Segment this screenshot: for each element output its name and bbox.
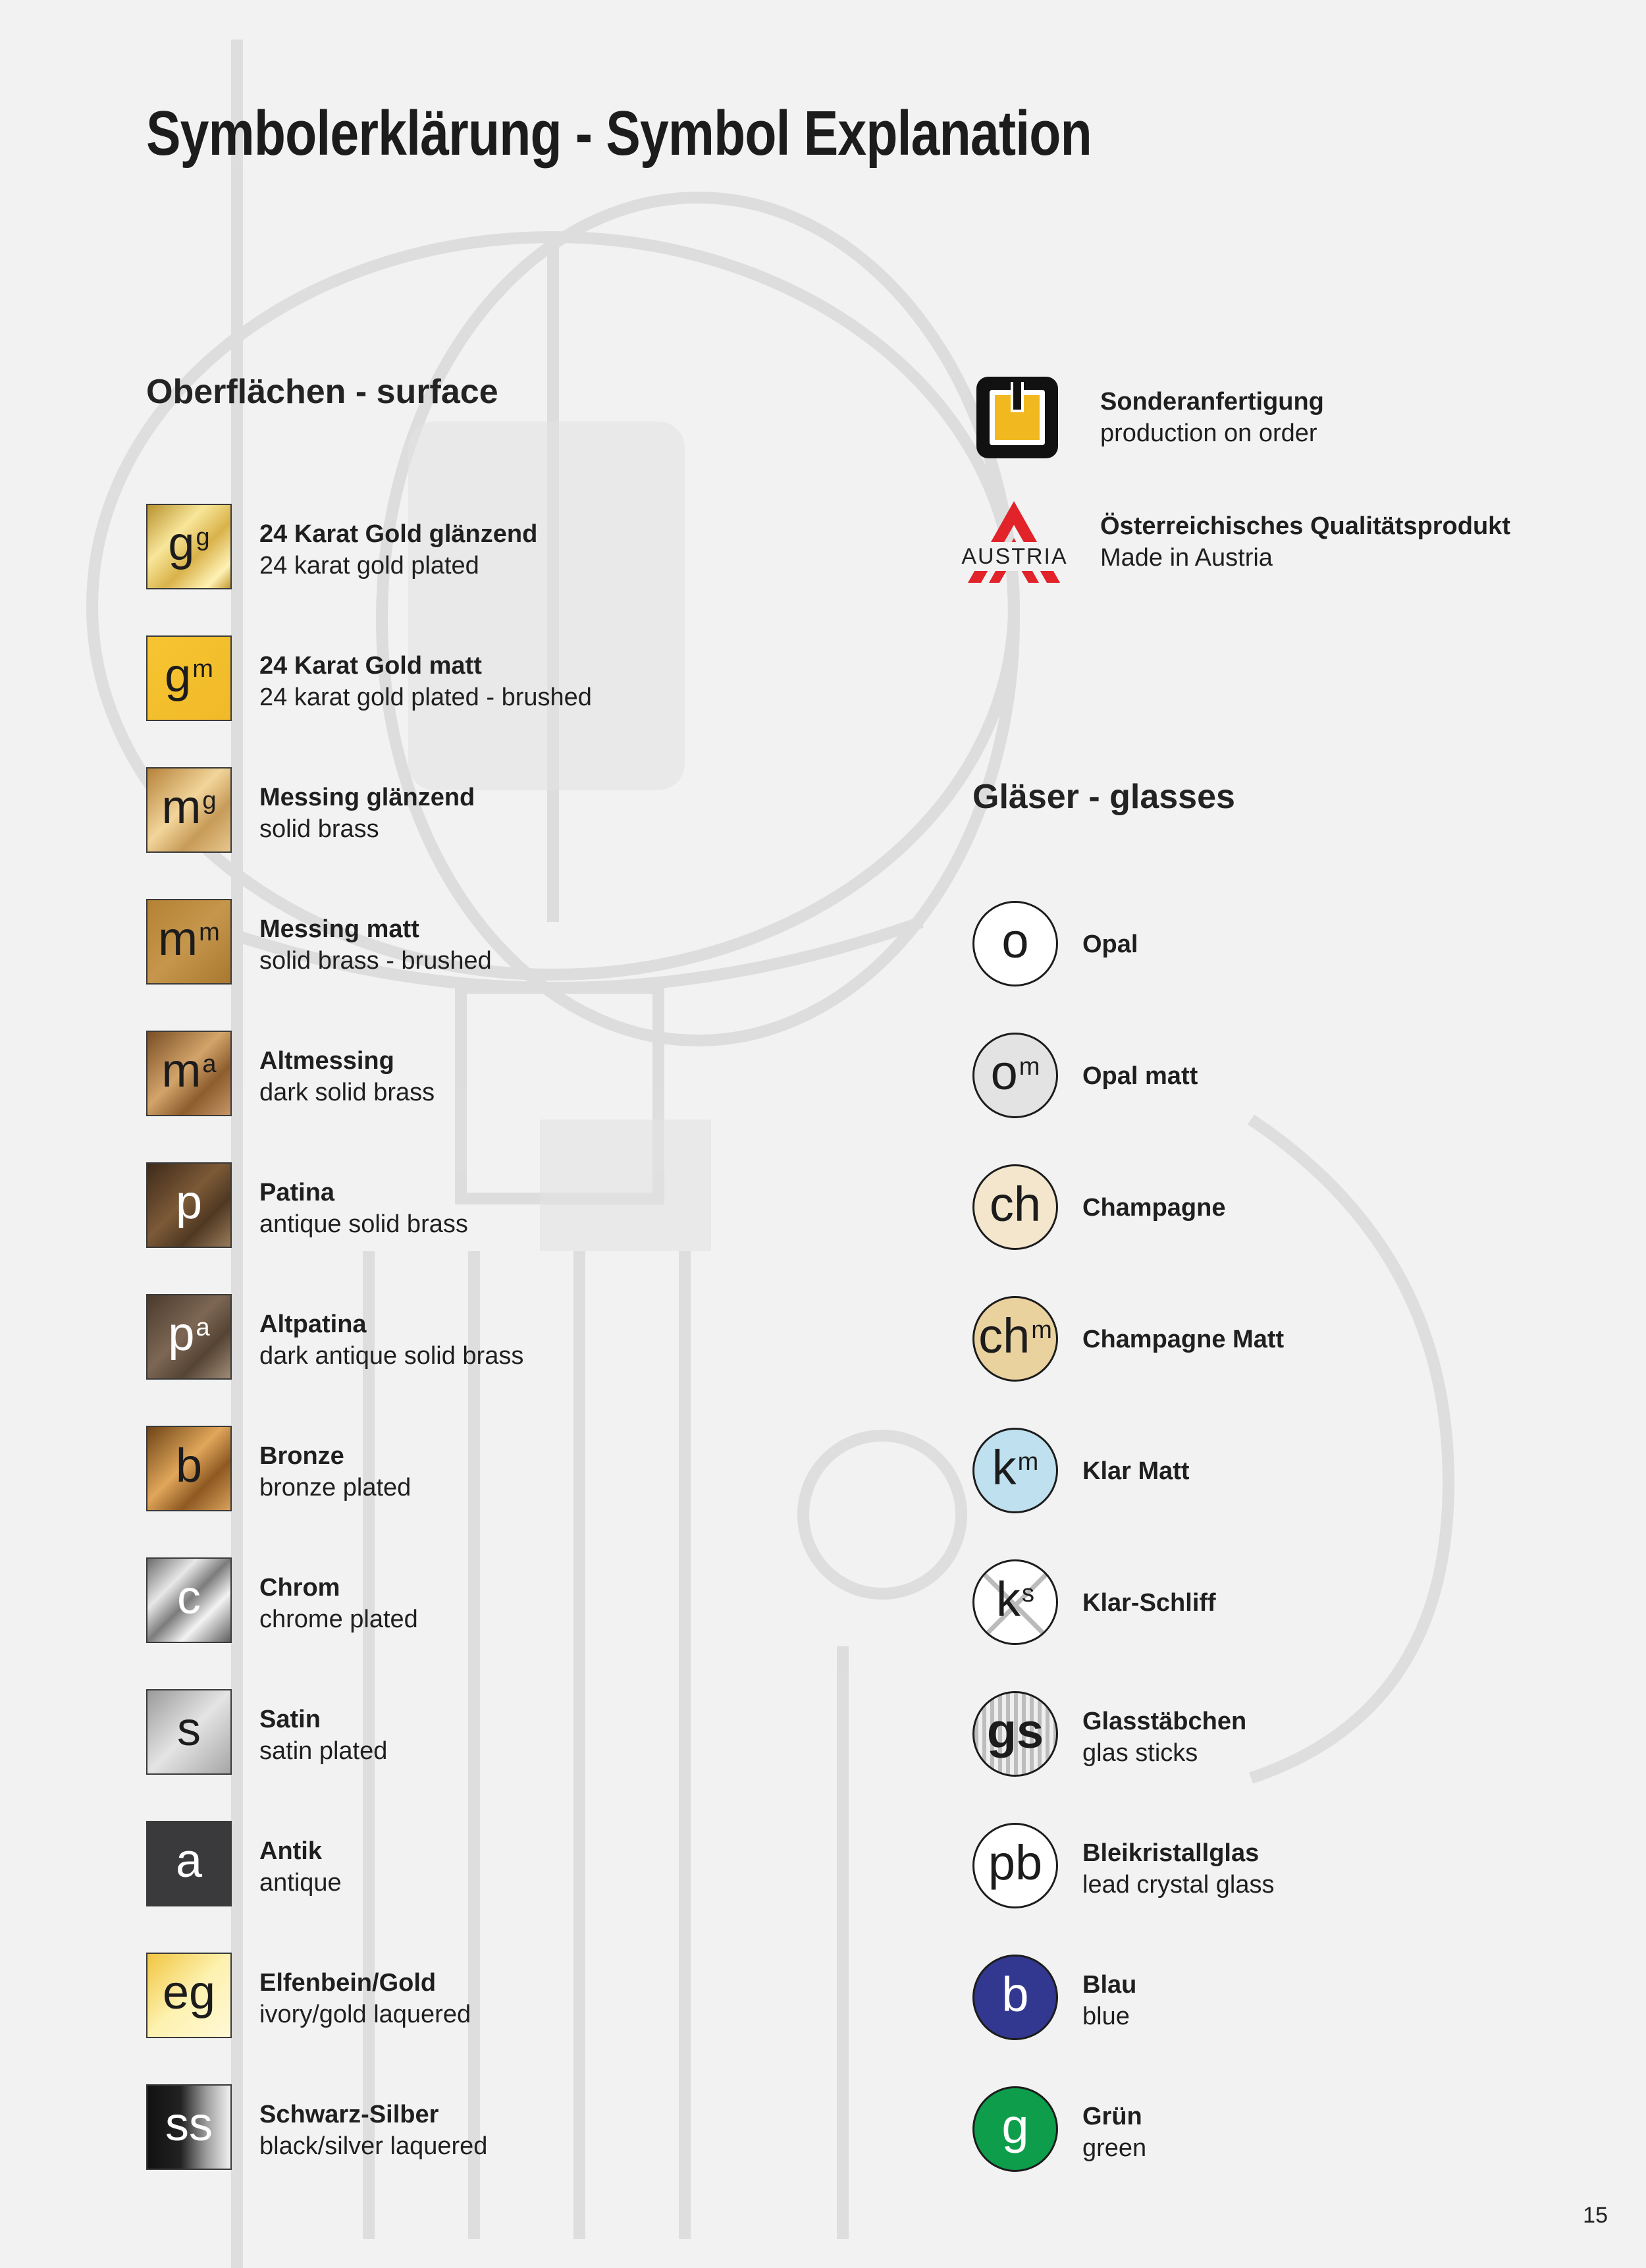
page-number: 15 — [1583, 2203, 1608, 2228]
symbol-letter: gs — [986, 1704, 1044, 1758]
glass-symbol-icon — [972, 901, 1058, 986]
surface-item — [146, 1557, 739, 1644]
glass-subtitle: lead crystal glass — [1082, 1871, 1275, 1899]
symbol-superscript: a — [196, 1314, 210, 1341]
surface-symbol-icon — [146, 1821, 232, 1906]
production-on-order-icon — [972, 373, 1062, 462]
surface-symbol-icon — [146, 1426, 232, 1511]
surface-item — [146, 635, 739, 722]
surface-title: Patina — [259, 1179, 335, 1206]
surface-item — [146, 1426, 739, 1513]
surface-subtitle: solid brass — [259, 815, 379, 843]
glass-title: Klar Matt — [1082, 1457, 1190, 1485]
surface-title: Satin — [259, 1706, 321, 1733]
glass-item — [972, 1559, 1565, 1646]
surface-symbol-icon — [146, 504, 232, 589]
symbol-letter: m — [158, 913, 198, 965]
surface-item — [146, 767, 739, 854]
glass-item — [972, 1823, 1565, 1910]
surface-title: Altmessing — [259, 1047, 394, 1075]
symbol-letter: a — [175, 1835, 203, 1887]
surface-item — [146, 2084, 739, 2171]
surface-symbol-icon — [146, 1294, 232, 1380]
glass-item — [972, 1955, 1565, 2041]
surface-subtitle: antique solid brass — [259, 1210, 468, 1238]
glass-subtitle: blue — [1082, 2003, 1130, 2030]
austria-logo-text: AUSTRIA — [961, 544, 1068, 569]
symbol-letter: g — [1001, 2099, 1029, 2153]
glass-item — [972, 1164, 1565, 1251]
symbol-letter: pb — [988, 1835, 1043, 1890]
symbol-letter: c — [177, 1571, 201, 1624]
symbol-superscript: m — [1019, 1053, 1040, 1081]
glass-title: Blau — [1082, 1971, 1137, 1999]
surface-subtitle: dark antique solid brass — [259, 1342, 524, 1370]
surface-subtitle: black/silver laquered — [259, 2132, 488, 2160]
glass-symbol-icon — [972, 1428, 1058, 1513]
symbol-superscript: m — [199, 919, 220, 946]
glass-subtitle: glas sticks — [1082, 1739, 1198, 1767]
symbol-superscript: m — [1017, 1448, 1039, 1476]
glass-symbol-icon — [972, 1296, 1058, 1382]
symbol-letter: ss — [165, 2098, 213, 2151]
glass-title: Grün — [1082, 2103, 1142, 2130]
glass-title: Glasstäbchen — [1082, 1708, 1247, 1735]
symbol-letter: b — [1001, 1967, 1029, 2022]
surface-title: Altpatina — [259, 1310, 367, 1338]
surface-title: Schwarz-Silber — [259, 2101, 439, 2128]
surface-symbol-icon — [146, 899, 232, 985]
austria-quality-icon — [955, 497, 1075, 587]
surface-title: 24 Karat Gold glänzend — [259, 520, 538, 548]
surface-title: Messing glänzend — [259, 784, 475, 811]
glass-symbol-icon — [972, 1955, 1058, 2040]
symbol-superscript: g — [202, 787, 217, 815]
symbol-letter: s — [177, 1703, 201, 1756]
glass-symbol-icon — [972, 1559, 1058, 1645]
surface-title: Chrom — [259, 1574, 340, 1602]
surface-item — [146, 899, 739, 986]
symbol-letter: m — [161, 781, 201, 834]
glass-title: Opal — [1082, 931, 1138, 958]
surface-subtitle: solid brass - brushed — [259, 947, 492, 975]
surface-item — [146, 1031, 739, 1118]
special-subtitle: production on order — [1100, 419, 1317, 447]
special-subtitle: Made in Austria — [1100, 544, 1273, 572]
surface-item — [146, 1953, 739, 2039]
symbol-superscript: a — [202, 1050, 217, 1078]
glass-symbol-icon — [972, 2086, 1058, 2172]
surface-symbol-icon — [146, 1557, 232, 1643]
glass-symbol-icon — [972, 1823, 1058, 1908]
symbol-letter: k — [992, 1440, 1017, 1495]
symbol-superscript: g — [196, 524, 210, 551]
glass-subtitle: green — [1082, 2134, 1147, 2162]
surface-item — [146, 1162, 739, 1249]
glass-title: Klar-Schliff — [1082, 1589, 1216, 1617]
symbol-letter: o — [1001, 913, 1029, 968]
symbol-letter: m — [161, 1044, 201, 1097]
glass-title: Champagne — [1082, 1194, 1226, 1222]
glass-item — [972, 1428, 1565, 1515]
glasses-heading: Gläser - glasses — [972, 778, 1235, 816]
surface-title: Elfenbein/Gold — [259, 1969, 437, 1997]
symbol-letter: o — [990, 1045, 1018, 1100]
symbol-superscript: m — [1031, 1316, 1052, 1344]
glass-item — [972, 901, 1565, 988]
special-title: Sonderanfertigung — [1100, 388, 1324, 416]
surface-heading: Oberflächen - surface — [146, 373, 498, 411]
surface-symbol-icon — [146, 635, 232, 721]
surface-subtitle: antique — [259, 1869, 342, 1897]
symbol-letter: ch — [978, 1309, 1030, 1363]
surface-item — [146, 1821, 739, 1908]
symbol-letter: p — [168, 1308, 195, 1361]
symbol-letter: ch — [989, 1177, 1042, 1231]
surface-symbol-icon — [146, 1953, 232, 2038]
surface-symbol-icon — [146, 2084, 232, 2170]
glass-symbol-icon — [972, 1033, 1058, 1118]
glass-item — [972, 2086, 1565, 2173]
surface-symbol-icon — [146, 1162, 232, 1248]
symbol-letter: g — [165, 649, 192, 702]
symbol-superscript: s — [1022, 1580, 1034, 1607]
glass-item — [972, 1033, 1565, 1120]
surface-item — [146, 1689, 739, 1776]
special-item-production-on-order — [971, 373, 1564, 460]
surface-title: 24 Karat Gold matt — [259, 652, 482, 680]
glass-title: Champagne Matt — [1082, 1326, 1285, 1353]
surface-symbol-icon — [146, 1031, 232, 1116]
special-title: Österreichisches Qualitätsprodukt — [1100, 512, 1510, 540]
surface-subtitle: 24 karat gold plated - brushed — [259, 684, 592, 711]
symbol-letter: b — [175, 1440, 203, 1492]
surface-title: Bronze — [259, 1442, 344, 1470]
glass-symbol-icon — [972, 1691, 1058, 1777]
glass-item — [972, 1691, 1565, 1778]
surface-subtitle: 24 karat gold plated — [259, 552, 479, 580]
symbol-letter: g — [168, 518, 195, 570]
surface-subtitle: chrome plated — [259, 1606, 418, 1633]
surface-subtitle: dark solid brass — [259, 1079, 435, 1106]
page-title: Symbolerklärung - Symbol Explanation — [146, 98, 1092, 169]
symbol-letter: p — [175, 1176, 203, 1229]
symbol-letter: eg — [162, 1966, 216, 2019]
glass-item — [972, 1296, 1565, 1383]
glass-title: Bleikristallglas — [1082, 1839, 1260, 1867]
surface-symbol-icon — [146, 1689, 232, 1775]
surface-subtitle: satin plated — [259, 1737, 388, 1765]
symbol-letter: k — [996, 1572, 1021, 1627]
glass-symbol-icon — [972, 1164, 1058, 1250]
surface-title: Messing matt — [259, 915, 419, 943]
surface-title: Antik — [259, 1837, 322, 1865]
surface-subtitle: ivory/gold laquered — [259, 2001, 471, 2028]
surface-subtitle: bronze plated — [259, 1474, 412, 1501]
special-item-austria — [955, 497, 1580, 584]
symbol-superscript: m — [192, 655, 213, 683]
glass-title: Opal matt — [1082, 1062, 1198, 1090]
surface-symbol-icon — [146, 767, 232, 853]
surface-item — [146, 504, 739, 591]
surface-item — [146, 1294, 739, 1381]
